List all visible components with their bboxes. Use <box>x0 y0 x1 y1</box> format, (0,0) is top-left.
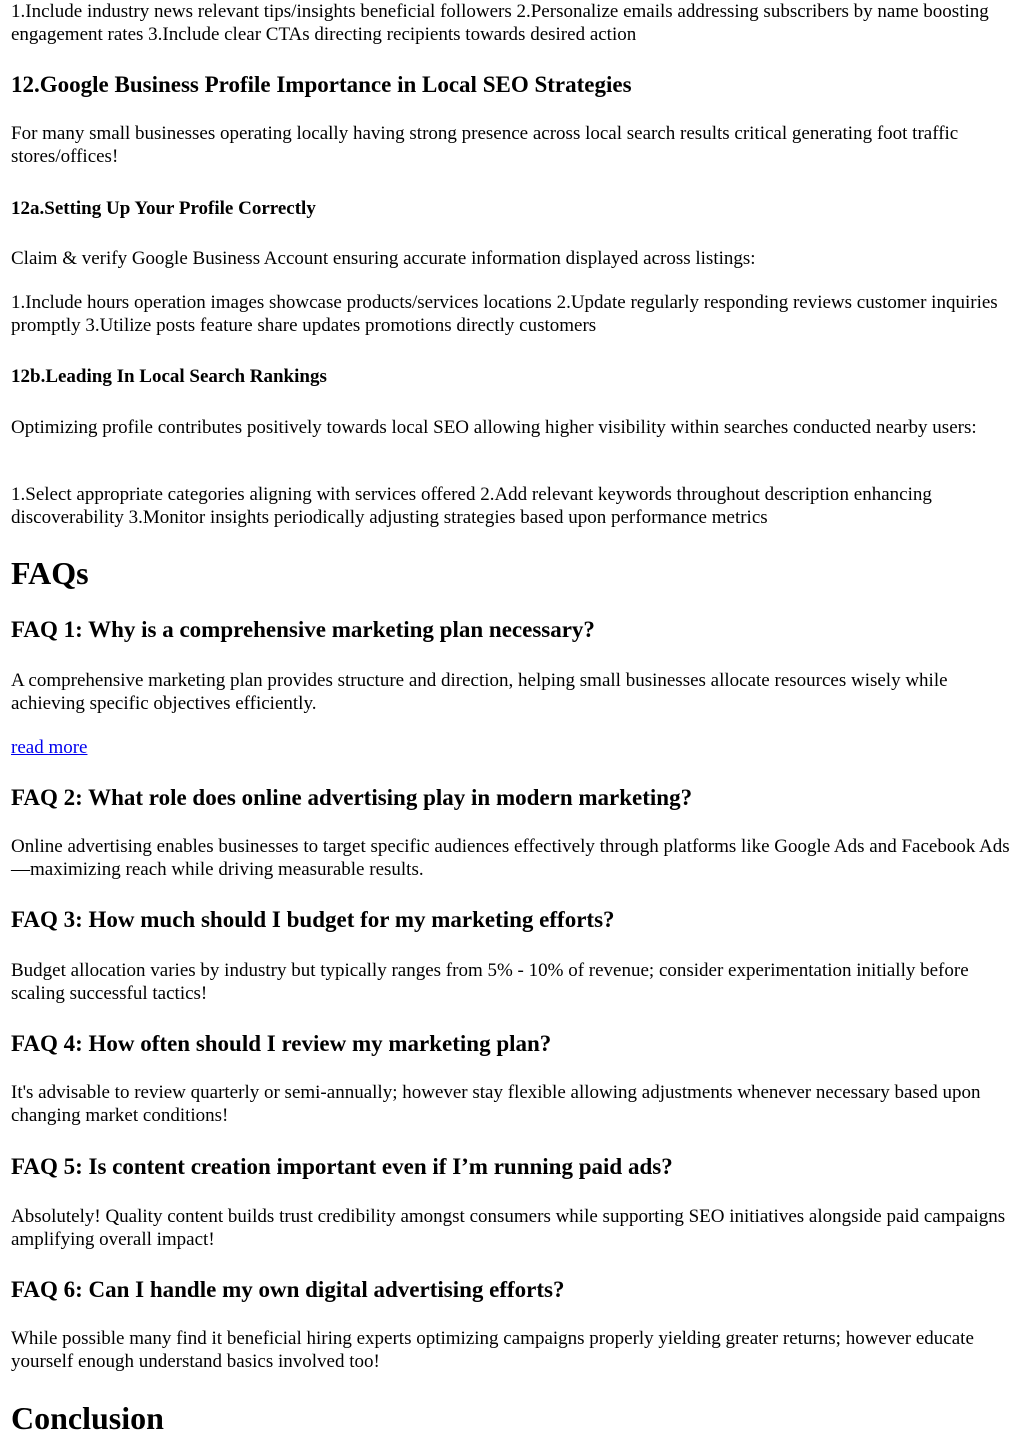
faq-1-question: FAQ 1: Why is a comprehensive marketing plan necessary? <box>11 617 595 642</box>
faq-5-question: FAQ 5: Is content creation important even if I’m running paid ads? <box>11 1154 673 1179</box>
section-12a-list: 1.Include hours operation images showcase products/services locations 2.Update regularly responding reviews customer inquiries promptly 3.Utilize posts feature share updates promotions directly customers <box>11 292 998 336</box>
section-12a-intro: Claim & verify Google Business Account ensuring accurate information displayed across listings: <box>11 248 756 269</box>
conclusion-heading: Conclusion <box>11 1400 164 1436</box>
section-12-heading: 12.Google Business Profile Importance in Local SEO Strategies <box>11 72 632 97</box>
faq-2-answer: Online advertising enables businesses to target specific audiences effectively through platforms like Google Ads and Facebook Ads—maximizing reach while driving measurable results. <box>11 836 1010 880</box>
section-12b-list: 1.Select appropriate categories aligning with services offered 2.Add relevant keywords throughout description enhancing discoverability 3.Monitor insights periodically adjusting strategies based upon performance metrics <box>11 484 932 528</box>
faq-3-answer: Budget allocation varies by industry but typically ranges from 5% - 10% of revenue; consider experimentation initially before scaling successful tactics! <box>11 960 969 1004</box>
faq-4-question: FAQ 4: How often should I review my marketing plan? <box>11 1031 552 1056</box>
faq-1-answer: A comprehensive marketing plan provides structure and direction, helping small businesses allocate resources wisely while achieving specific objectives efficiently. <box>11 670 948 714</box>
section-12b-heading: 12b.Leading In Local Search Rankings <box>11 366 327 387</box>
faqs-heading: FAQs <box>11 555 89 591</box>
faq-3-question: FAQ 3: How much should I budget for my marketing efforts? <box>11 907 615 932</box>
faq-4-answer: It's advisable to review quarterly or semi-annually; however stay flexible allowing adjustments whenever necessary based upon changing market conditions! <box>11 1082 981 1126</box>
section-12a-heading: 12a.Setting Up Your Profile Correctly <box>11 198 316 219</box>
section-12-intro: For many small businesses operating locally having strong presence across local search results critical generating foot traffic stores/offices! <box>11 123 959 167</box>
email-tips-list: 1.Include industry news relevant tips/insights beneficial followers 2.Personalize emails addressing subscribers by name boosting engagement rates 3.Include clear CTAs directing recipients towards desired action <box>11 1 989 45</box>
faq-6-answer: While possible many find it beneficial hiring experts optimizing campaigns properly yielding greater returns; however educate yourself enough understand basics involved too! <box>11 1328 974 1372</box>
faq-6-question: FAQ 6: Can I handle my own digital advertising efforts? <box>11 1277 565 1302</box>
faq-5-answer: Absolutely! Quality content builds trust credibility amongst consumers while supporting SEO initiatives alongside paid campaigns amplifying overall impact! <box>11 1206 1006 1250</box>
read-more-link[interactable]: read more <box>11 737 88 758</box>
section-12b-intro: Optimizing profile contributes positively towards local SEO allowing higher visibility within searches conducted nearby users: <box>11 417 977 438</box>
faq-2-question: FAQ 2: What role does online advertising play in modern marketing? <box>11 785 693 810</box>
